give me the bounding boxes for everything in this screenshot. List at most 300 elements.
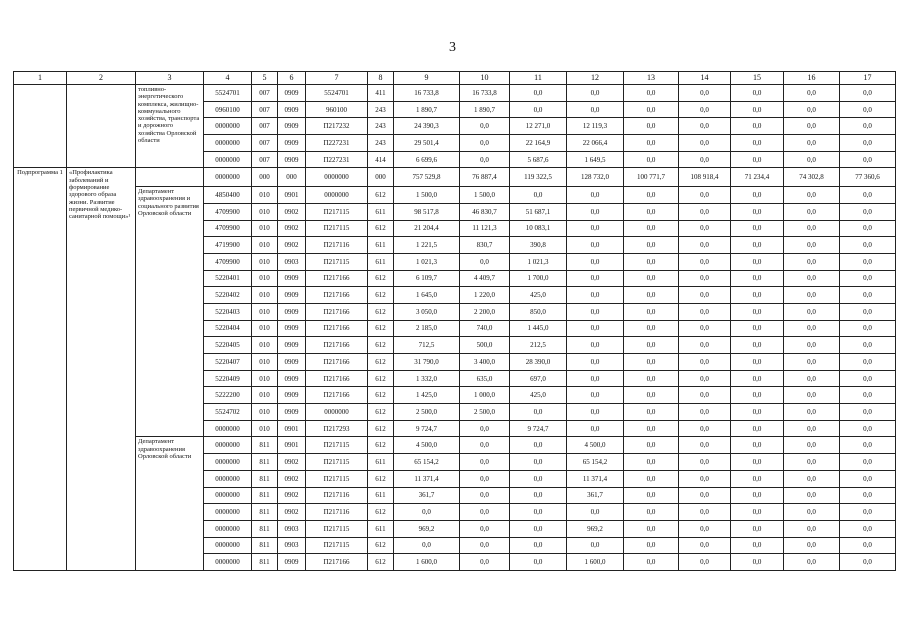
table-cell: 0,0 [840,504,896,521]
table-cell: П217293 [306,420,368,437]
table-cell: 0902 [278,220,306,237]
table-cell: 010 [252,303,278,320]
table-cell: 0,0 [679,504,731,521]
table-cell: 635,0 [460,370,510,387]
table-cell: 612 [368,437,394,454]
table-cell: 411 [368,85,394,102]
table-cell: 007 [252,151,278,168]
table-cell: 0,0 [510,470,567,487]
table-cell: 0,0 [840,101,896,118]
table-cell: 0,0 [840,85,896,102]
table-cell: 1 445,0 [510,320,567,337]
table-cell: 5524701 [204,85,252,102]
table-cell: 16 733,8 [394,85,460,102]
table-cell: 0909 [278,85,306,102]
table-cell: П217116 [306,487,368,504]
table-cell: 0,0 [784,504,840,521]
table-row [14,437,896,454]
table-cell: 007 [252,135,278,152]
table-cell: 0,0 [624,101,679,118]
table-cell: 010 [252,370,278,387]
table-cell: 5220404 [204,320,252,337]
table-cell: 0,0 [567,420,624,437]
table-cell: 0,0 [624,118,679,135]
table-cell: 0,0 [460,253,510,270]
table-cell: 119 322,5 [510,168,567,187]
table-cell: П217115 [306,454,368,471]
table-cell: 0,0 [731,85,784,102]
table-cell: 4 500,0 [567,437,624,454]
table-cell: 0,0 [840,437,896,454]
table-cell: 1 649,5 [567,151,624,168]
table-cell: 4709900 [204,203,252,220]
table-cell: 212,5 [510,337,567,354]
table-cell: 16 733,8 [460,85,510,102]
table-cell: 5220409 [204,370,252,387]
table-cell: 0,0 [731,437,784,454]
table-cell: 0,0 [510,437,567,454]
column-header: 13 [624,72,679,85]
table-cell: 611 [368,487,394,504]
table-header-row [14,72,896,85]
table-cell: 612 [368,187,394,204]
table-cell: 0,0 [679,337,731,354]
table-cell: 0,0 [510,537,567,554]
table-cell: 0,0 [840,404,896,421]
table-cell: 0,0 [567,253,624,270]
table-cell: 0,0 [731,220,784,237]
table-cell: 5524701 [306,85,368,102]
table-cell: 0,0 [567,85,624,102]
table-cell: 31 790,0 [394,354,460,371]
table-cell: 010 [252,404,278,421]
table-cell: 0,0 [784,203,840,220]
table-cell: 500,0 [460,337,510,354]
table-cell: 0,0 [731,270,784,287]
table-cell: 612 [368,370,394,387]
table-cell: 0,0 [731,520,784,537]
table-cell: 697,0 [510,370,567,387]
table-cell: 0902 [278,237,306,254]
table-cell: 0,0 [679,554,731,571]
table-cell: 0,0 [731,354,784,371]
table-cell: 611 [368,253,394,270]
table-cell: 0000000 [204,168,252,187]
table-cell: П217166 [306,320,368,337]
table-cell: 0,0 [840,220,896,237]
table-cell: 0,0 [460,520,510,537]
table-cell: 0000000 [204,118,252,135]
table-cell: 611 [368,520,394,537]
table-cell: П217166 [306,287,368,304]
executor-label [136,168,204,187]
table-cell: 0,0 [840,520,896,537]
table-cell: 0,0 [679,287,731,304]
table-cell: 0,0 [510,404,567,421]
table-cell: 811 [252,504,278,521]
table-cell: 007 [252,85,278,102]
table-cell: 612 [368,404,394,421]
table-cell: П217166 [306,554,368,571]
table-cell: 0909 [278,270,306,287]
table-cell: 010 [252,337,278,354]
table-cell: 1 021,3 [394,253,460,270]
column-header: 14 [679,72,731,85]
table-cell: 5220407 [204,354,252,371]
table-cell: 1 500,0 [394,187,460,204]
table-cell: 0,0 [394,504,460,521]
table-cell: 0,0 [567,101,624,118]
table-cell: 0,0 [784,387,840,404]
table-cell: 0,0 [567,203,624,220]
table-cell: 0,0 [679,118,731,135]
table-cell: 0,0 [624,320,679,337]
table-cell: 0,0 [460,437,510,454]
table-cell: 0,0 [679,151,731,168]
table-cell: 0,0 [624,151,679,168]
table-cell: 0,0 [510,487,567,504]
table-cell: 0,0 [840,454,896,471]
table-cell: 0,0 [624,203,679,220]
table-cell: 0,0 [840,370,896,387]
table-cell: 007 [252,101,278,118]
table-cell: П217115 [306,253,368,270]
table-cell: 0,0 [731,454,784,471]
table-cell: 0,0 [784,151,840,168]
table-cell: 612 [368,504,394,521]
table-cell: 0,0 [784,487,840,504]
table-cell: 0000000 [204,520,252,537]
table-cell: 0,0 [460,135,510,152]
table-cell: 0,0 [624,303,679,320]
table-cell: 0,0 [394,537,460,554]
table-cell: 0,0 [679,370,731,387]
table-cell: 612 [368,303,394,320]
table-cell: 0000000 [204,487,252,504]
table-cell: 612 [368,287,394,304]
table-cell: 0,0 [784,101,840,118]
table-cell: 010 [252,287,278,304]
table-cell: 612 [368,420,394,437]
table-cell: 0,0 [679,303,731,320]
table-cell: 000 [368,168,394,187]
table-cell: 0,0 [679,404,731,421]
table-cell: 000 [278,168,306,187]
table-cell: 007 [252,118,278,135]
table-cell: 0,0 [731,487,784,504]
table-cell: 0,0 [784,303,840,320]
table-cell: 0,0 [840,487,896,504]
table-cell: 1 221,5 [394,237,460,254]
column-header: 2 [67,72,136,85]
table-cell: 0,0 [784,253,840,270]
table-cell: П217116 [306,237,368,254]
table-cell: 51 687,1 [510,203,567,220]
table-cell: 0,0 [510,101,567,118]
table-cell: 0909 [278,118,306,135]
table-cell: 0,0 [731,554,784,571]
table-cell: 0,0 [624,504,679,521]
table-cell: 0,0 [510,454,567,471]
program-label [14,85,67,168]
table-cell: 5 687,6 [510,151,567,168]
table-cell: 0,0 [624,437,679,454]
program-title: «Профилактика заболеваний и формирование здорового образа жизни. Развитие первичной медико-санитарной помощи»¹ [67,168,136,571]
table-cell: 5220401 [204,270,252,287]
table-cell: 0,0 [784,118,840,135]
table-cell: 22 164,9 [510,135,567,152]
table-cell: 0,0 [679,135,731,152]
table-cell: 0,0 [731,237,784,254]
table-cell: 0901 [278,187,306,204]
table-cell: 76 887,4 [460,168,510,187]
table-cell: 010 [252,420,278,437]
table-cell: 010 [252,203,278,220]
table-cell: 0,0 [840,420,896,437]
table-cell: 0000000 [204,554,252,571]
table-cell: 811 [252,454,278,471]
table-cell: 3 050,0 [394,303,460,320]
table-row [14,85,896,102]
table-cell: 0000000 [204,151,252,168]
table-cell: 0,0 [567,354,624,371]
table-cell: 3 400,0 [460,354,510,371]
table-cell: 0,0 [784,187,840,204]
table-cell: 0,0 [731,253,784,270]
table-cell: 0,0 [567,370,624,387]
table-cell: 0,0 [460,487,510,504]
table-cell: 0,0 [679,420,731,437]
table-cell: 29 501,4 [394,135,460,152]
table-cell: 0,0 [731,151,784,168]
table-cell: 0,0 [679,437,731,454]
table-cell: 0,0 [784,135,840,152]
table-cell: 21 204,4 [394,220,460,237]
table-cell: 969,2 [394,520,460,537]
table-cell: 0,0 [624,520,679,537]
table-cell: 0,0 [624,537,679,554]
table-cell: 000 [252,168,278,187]
table-cell: 4709900 [204,253,252,270]
table-cell: 0902 [278,504,306,521]
table-cell: 0,0 [567,537,624,554]
table-cell: 0,0 [679,537,731,554]
table-cell: 0,0 [840,135,896,152]
table-cell: 0,0 [624,220,679,237]
table-cell: 0,0 [840,287,896,304]
table-cell: 1 890,7 [394,101,460,118]
table-cell: 100 771,7 [624,168,679,187]
table-cell: 612 [368,387,394,404]
table-cell: 0901 [278,420,306,437]
table-cell: 1 021,3 [510,253,567,270]
table-cell: 1 220,0 [460,287,510,304]
table-cell: 243 [368,101,394,118]
table-cell: 10 083,1 [510,220,567,237]
table-cell: 243 [368,135,394,152]
table-cell: 0,0 [567,404,624,421]
table-cell: 0,0 [567,504,624,521]
table-cell: 0,0 [784,470,840,487]
table-cell: 5220402 [204,287,252,304]
table-cell: 757 529,8 [394,168,460,187]
table-cell: 0,0 [840,303,896,320]
program-title [67,85,136,168]
table-cell: П227231 [306,135,368,152]
table-cell: 0,0 [784,354,840,371]
table-cell: 0000000 [306,168,368,187]
table-cell: 0,0 [840,337,896,354]
table-cell: 0000000 [204,135,252,152]
table-cell: П217166 [306,387,368,404]
table-cell: 0,0 [840,270,896,287]
table-cell: 0,0 [679,270,731,287]
table-cell: 0,0 [679,237,731,254]
table-cell: 243 [368,118,394,135]
table-cell: 0,0 [460,554,510,571]
table-cell: 0,0 [731,320,784,337]
column-header: 10 [460,72,510,85]
table-cell: 0,0 [624,187,679,204]
table-cell: 0902 [278,203,306,220]
table-cell: 0,0 [784,220,840,237]
table-cell: П217166 [306,354,368,371]
table-cell: 010 [252,237,278,254]
table-cell: 0,0 [784,537,840,554]
table-cell: 0,0 [731,404,784,421]
table-cell: 0,0 [784,85,840,102]
table-cell: 1 600,0 [567,554,624,571]
table-cell: 6 699,6 [394,151,460,168]
table-cell: 0,0 [679,203,731,220]
table-cell: 0000000 [204,537,252,554]
table-cell: 611 [368,454,394,471]
page-number: 3 [449,40,456,55]
table-cell: 6 109,7 [394,270,460,287]
table-cell: 65 154,2 [567,454,624,471]
table-cell: 11 371,4 [567,470,624,487]
column-header: 3 [136,72,204,85]
table-cell: 811 [252,520,278,537]
column-header: 7 [306,72,368,85]
table-cell: 0909 [278,303,306,320]
table-cell: 0,0 [567,187,624,204]
table-cell: 612 [368,220,394,237]
table-cell: 0903 [278,253,306,270]
table-cell: 5222200 [204,387,252,404]
table-cell: 0,0 [731,135,784,152]
table-cell: 0,0 [731,537,784,554]
table-cell: 0909 [278,337,306,354]
table-cell: 0,0 [840,320,896,337]
table-cell: 0,0 [679,85,731,102]
table-cell: 0902 [278,487,306,504]
table-cell: 22 066,4 [567,135,624,152]
column-header: 5 [252,72,278,85]
table-cell: 0960100 [204,101,252,118]
table-cell: 0,0 [679,470,731,487]
table-row [14,168,896,187]
table-cell: 65 154,2 [394,454,460,471]
table-cell: 0000000 [204,437,252,454]
table-cell: 425,0 [510,287,567,304]
table-cell: 811 [252,554,278,571]
table-cell: 28 390,0 [510,354,567,371]
table-cell: 0,0 [510,554,567,571]
executor-label: Департамент здравоохранения и социального развития Орловской области [136,187,204,437]
table-cell: 98 517,8 [394,203,460,220]
table-cell: 0,0 [510,85,567,102]
table-cell: 612 [368,537,394,554]
table-cell: 0,0 [567,287,624,304]
table-cell: 46 830,7 [460,203,510,220]
table-cell: 0,0 [460,454,510,471]
table-cell: 0909 [278,404,306,421]
table-cell: 0,0 [624,554,679,571]
table-cell: 0,0 [731,504,784,521]
column-header: 8 [368,72,394,85]
table-cell: 5220405 [204,337,252,354]
table-cell: 612 [368,337,394,354]
table-cell: 0,0 [624,387,679,404]
table-cell: 0000000 [204,420,252,437]
table-cell: П217115 [306,203,368,220]
table-cell: 0,0 [840,118,896,135]
table-cell: 0,0 [731,387,784,404]
table-cell: 010 [252,387,278,404]
table-cell: 0,0 [567,220,624,237]
table-cell: 612 [368,354,394,371]
table-cell: 010 [252,270,278,287]
table-cell: 0,0 [784,404,840,421]
column-header: 11 [510,72,567,85]
table-cell: П217115 [306,520,368,537]
table-cell: 0,0 [840,253,896,270]
table-cell: 0,0 [679,220,731,237]
table-cell: 0,0 [840,554,896,571]
table-cell: 4850400 [204,187,252,204]
table-cell: 0909 [278,554,306,571]
table-cell: 0000000 [204,504,252,521]
table-cell: 425,0 [510,387,567,404]
table-cell: 0,0 [679,101,731,118]
table-cell: 0,0 [840,470,896,487]
table-cell: 1 500,0 [460,187,510,204]
table-cell: 0,0 [731,287,784,304]
table-cell: 0,0 [624,420,679,437]
table-cell: П217115 [306,537,368,554]
table-cell: 0,0 [840,237,896,254]
table-cell: 712,5 [394,337,460,354]
table-cell: 77 360,6 [840,168,896,187]
table-cell: 9 724,7 [394,420,460,437]
table-cell: 612 [368,470,394,487]
table-cell: 0,0 [624,470,679,487]
table-cell: 0,0 [679,320,731,337]
table-cell: 2 500,0 [394,404,460,421]
table-cell: 0902 [278,470,306,487]
table-cell: 0,0 [510,504,567,521]
table-cell: 24 390,3 [394,118,460,135]
table-cell: 0,0 [460,118,510,135]
table-cell: 0,0 [731,337,784,354]
table-cell: 0,0 [784,237,840,254]
table-cell: 71 234,4 [731,168,784,187]
table-cell: 1 600,0 [394,554,460,571]
table-cell: 0,0 [840,187,896,204]
table-cell: П217232 [306,118,368,135]
table-cell: 611 [368,237,394,254]
